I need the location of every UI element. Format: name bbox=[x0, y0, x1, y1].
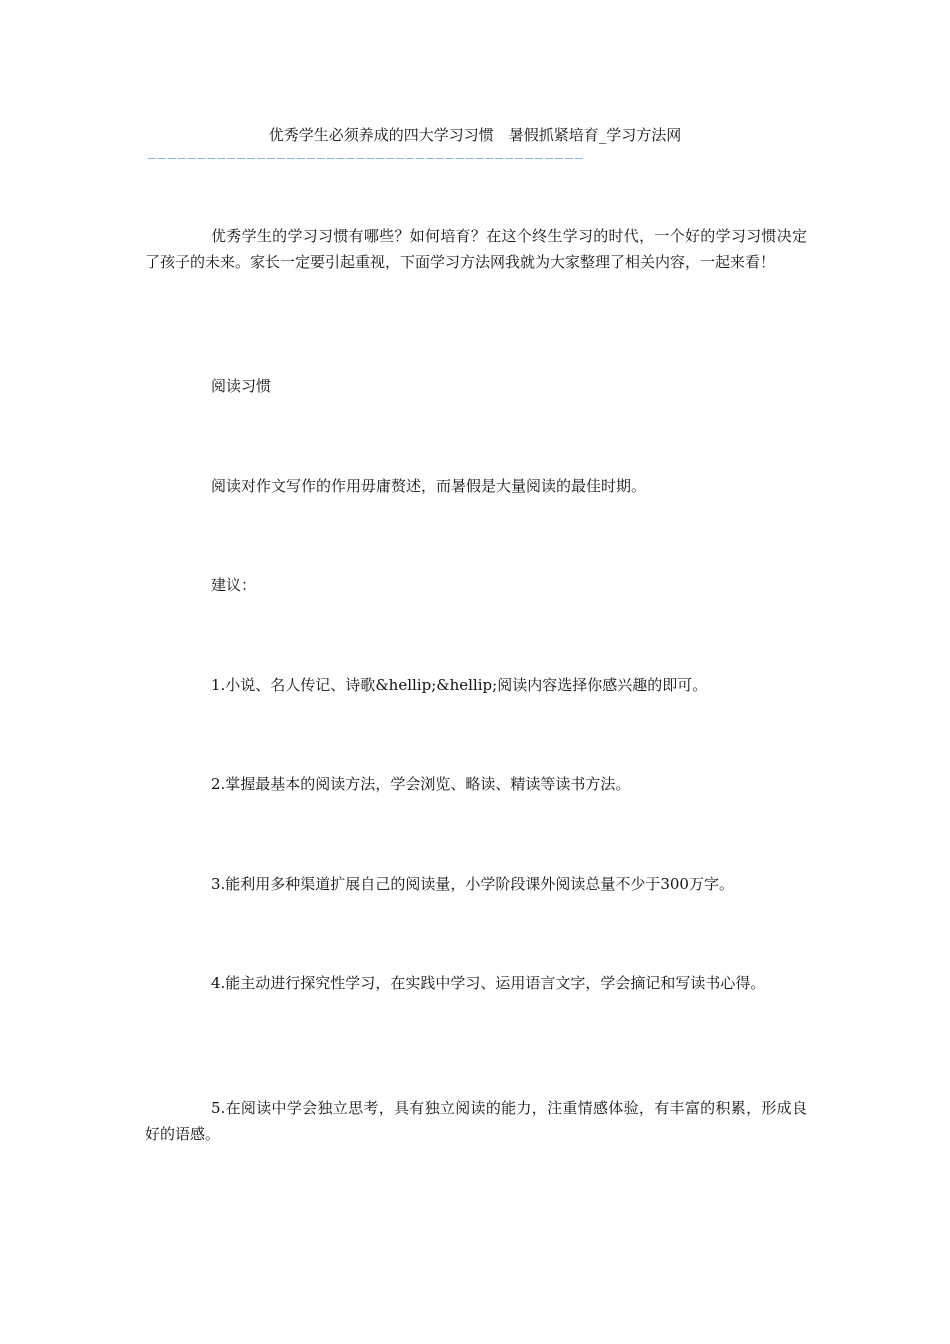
suggestion-item-5: 5.在阅读中学会独立思考，具有独立阅读的能力，注重情感体验，有丰富的积累，形成良好的语感。 bbox=[145, 1099, 807, 1143]
suggestions-label: 建议： bbox=[211, 576, 257, 594]
suggestion-item-1: 1.小说、名人传记、诗歌&hellip;&hellip;阅读内容选择你感兴趣的即可。 bbox=[211, 676, 708, 694]
suggestion-item-3: 3.能利用多种渠道扩展自己的阅读量，小学阶段课外阅读总量不少于300万字。 bbox=[211, 875, 734, 893]
reading-importance-paragraph: 阅读对作文写作的作用毋庸赘述，而暑假是大量阅读的最佳时期。 bbox=[211, 477, 647, 495]
suggestion-item-2: 2.掌握最基本的阅读方法，学会浏览、略读、精读等读书方法。 bbox=[211, 775, 631, 793]
suggestion-item-4: 4.能主动进行探究性学习，在实践中学习、运用语言文字，学会摘记和写读书心得。 bbox=[211, 974, 766, 992]
section-heading-reading-habit: 阅读习惯 bbox=[211, 377, 272, 395]
title-separator: ———————————————————————————————————————————— bbox=[148, 152, 585, 166]
document-title: 优秀学生必须养成的四大学习习惯 暑假抓紧培育_学习方法网 bbox=[268, 126, 682, 144]
intro-paragraph: 优秀学生的学习习惯有哪些？如何培育？在这个终生学习的时代，一个好的学习习惯决定了孩子的未来。家长一定要引起重视，下面学习方法网我就为大家整理了相关内容，一起来看！ bbox=[145, 227, 807, 271]
